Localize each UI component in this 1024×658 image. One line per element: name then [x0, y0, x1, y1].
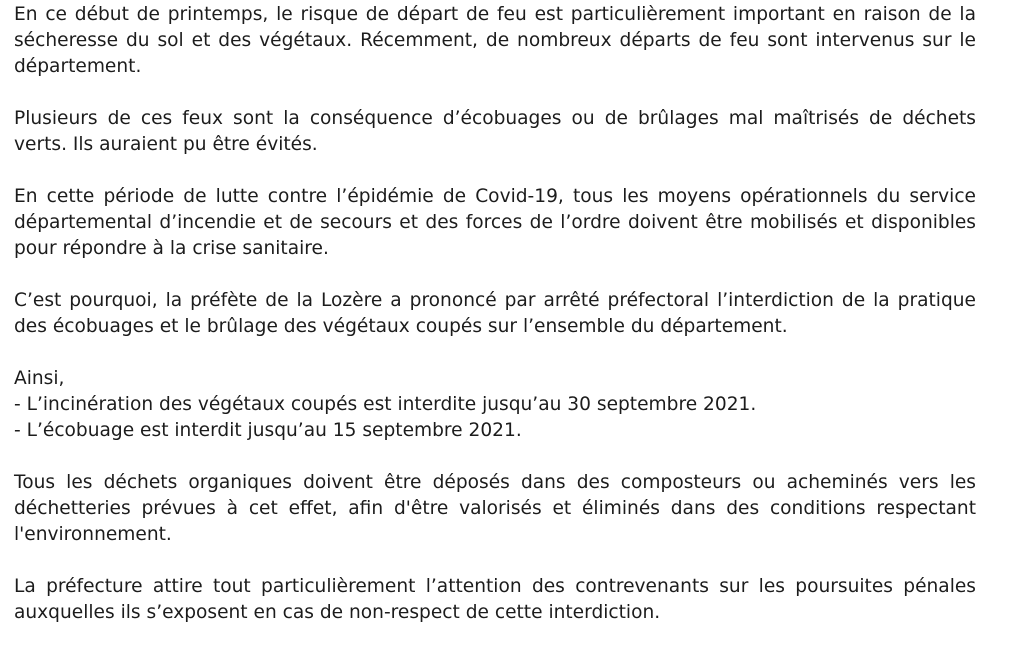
prohibition-list-item: - L’écobuage est interdit jusqu’au 15 septembre 2021. [14, 420, 522, 441]
prohibition-list-item: - L’incinération des végétaux coupés est interdite jusqu’au 30 septembre 2021. [14, 394, 757, 415]
document-body [14, 2, 976, 626]
prohibition-list [14, 366, 976, 444]
paragraph-penalties: La préfecture attire tout particulièrement l’attention des contrevenants sur les poursuites pénales auxquelles ils s’exposent en cas de non-respect de cette interdiction. [14, 576, 976, 623]
paragraph-fire-causes: Plusieurs de ces feux sont la conséquence d’écobuages ou de brûlages mal maîtrisés de déchets verts. Ils auraient pu être évités. [14, 108, 976, 155]
prohibition-list-intro: Ainsi, [14, 368, 65, 389]
paragraph-prefect-decision: C’est pourquoi, la préfète de la Lozère a prononcé par arrêté préfectoral l’interdiction de la pratique des écobuages et le brûlage des végétaux coupés sur l’ensemble du département. [14, 290, 976, 337]
paragraph-organic-waste: Tous les déchets organiques doivent être déposés dans des composteurs ou acheminés vers les déchetteries prévues à cet effet, afin d'être valorisés et éliminés dans des conditions respectant l'environnement. [14, 472, 976, 545]
paragraph-spring-fire-risk: En ce début de printemps, le risque de départ de feu est particulièrement important en raison de la sécheresse du sol et des végétaux. Récemment, de nombreux départs de feu sont intervenus sur le département. [14, 4, 976, 77]
paragraph-covid-context: En cette période de lutte contre l’épidémie de Covid-19, tous les moyens opérationnels du service départemental d’incendie et de secours et des forces de l’ordre doivent être mobilisés et disponibles pour répondre à la crise sanitaire. [14, 186, 976, 259]
